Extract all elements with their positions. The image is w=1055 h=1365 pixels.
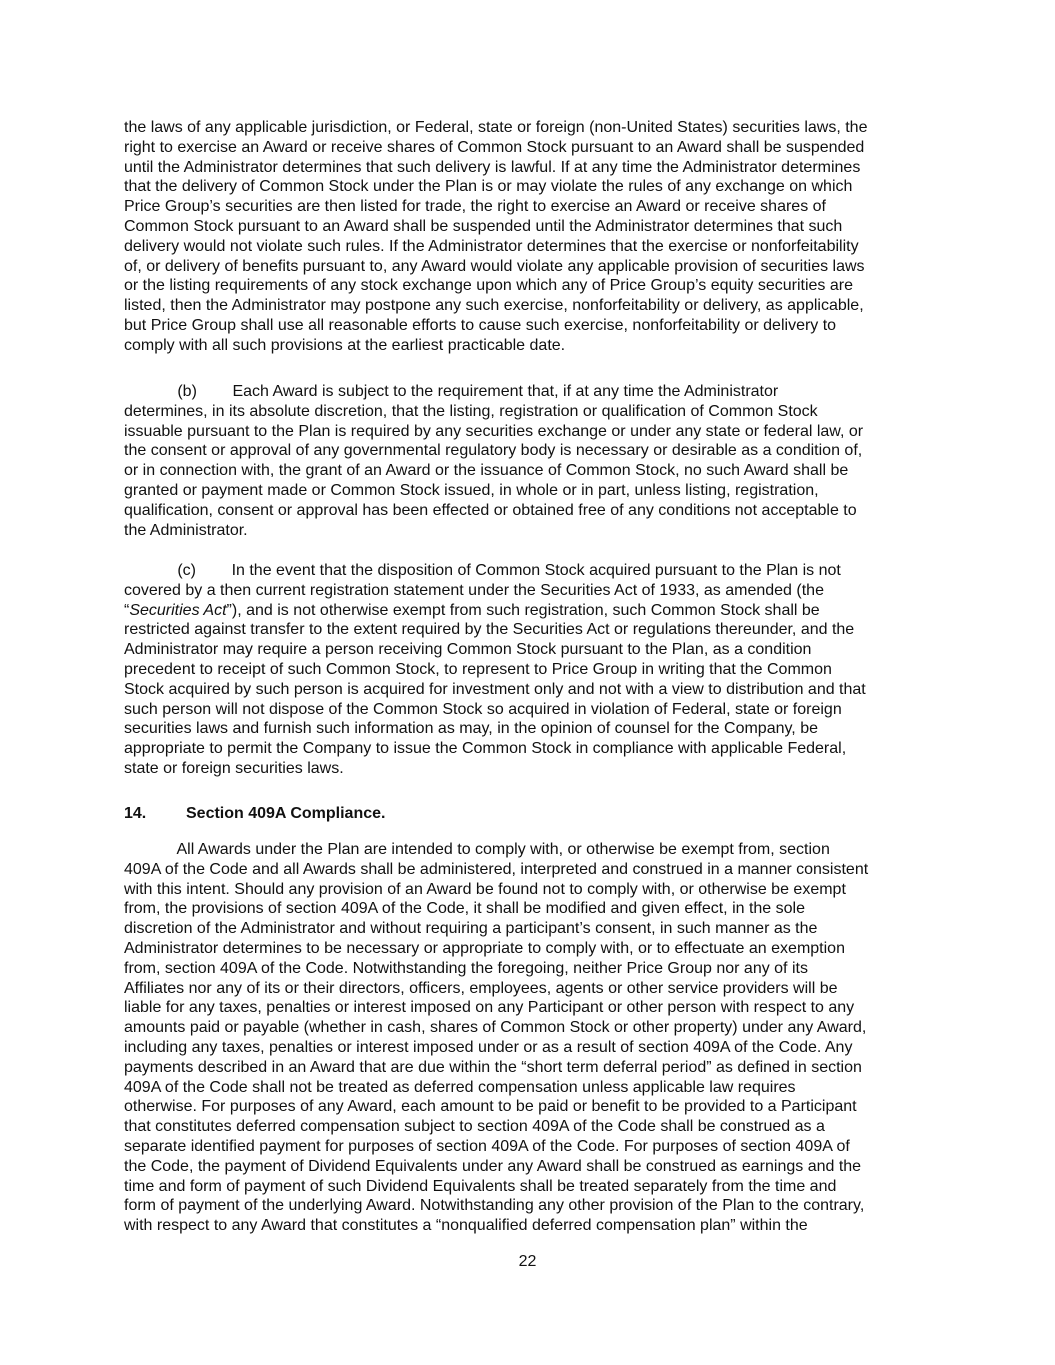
text-line: restricted against transfer to the extent required by the Securities Act or regulations thereunder, and the xyxy=(124,621,855,639)
paragraph-b-listing-registration xyxy=(124,382,934,540)
text-line: Administrator determines to be necessary or appropriate to comply with, or to effectuate an exemption xyxy=(124,939,845,957)
text-line: 409A of the Code and all Awards shall be administered, interpreted and construed in a manner consistent xyxy=(124,860,869,878)
text-line: with respect to any Award that constitutes a “nonqualified deferred compensation plan” within the xyxy=(124,1217,808,1235)
section-heading xyxy=(124,804,385,824)
text-line: or in connection with, the grant of an Award or the issuance of Common Stock, no such Award shall be xyxy=(124,462,849,480)
text-line: that constitutes deferred compensation subject to section 409A of the Code shall be construed as a xyxy=(124,1118,825,1136)
text-line: from, section 409A of the Code. Notwithstanding the foregoing, neither Price Group nor any of its xyxy=(124,959,808,977)
text-line: including any taxes, penalties or interest imposed under or as a result of section 409A of the Code. Any xyxy=(124,1038,853,1056)
text-segment: ”), and is not otherwise exempt from such registration, such Common Stock shall be xyxy=(226,601,820,619)
text-line: the Administrator. xyxy=(124,521,248,539)
text-line: discretion of the Administrator and without requiring a participant’s consent, in such manner as the xyxy=(124,920,818,938)
text-line: comply with all such provisions at the earliest practicable date. xyxy=(124,336,566,354)
text-line: state or foreign securities laws. xyxy=(124,759,344,777)
text-line: the consent or approval of any governmental regulatory body is necessary or desirable as a condition of, xyxy=(124,442,863,460)
text-line: Stock acquired by such person is acquired for investment only and not with a view to distribution and that xyxy=(124,680,866,698)
text-line: such person will not dispose of the Common Stock so acquired in violation of Federal, state or foreign xyxy=(124,700,842,718)
text-line: Price Group’s securities are then listed for trade, the right to exercise an Award or receive shares of xyxy=(124,198,826,216)
section-title: Section 409A Compliance. xyxy=(186,805,386,822)
text-line: issuable pursuant to the Plan is required by any securities exchange or under any state or federal law, or xyxy=(124,422,864,440)
text-line: that the delivery of Common Stock under the Plan is or may violate the rules of any exchange on which xyxy=(124,178,853,196)
section-number: 14. xyxy=(124,805,147,822)
text-line: covered by a then current registration statement under the Securities Act of 1933, as amended (the xyxy=(124,581,824,599)
paragraph-securities-law-suspension xyxy=(124,118,934,356)
text-line: from, the provisions of section 409A of the Code, it shall be modified and given effect, in the sole xyxy=(124,900,805,918)
text-line: but Price Group shall use all reasonable efforts to cause such exercise, nonforfeitability or delivery to xyxy=(124,316,837,334)
text-line: separate identified payment for purposes of section 409A of the Code. For purposes of section 409A of xyxy=(124,1137,850,1155)
text-line: liable for any taxes, penalties or interest imposed on any Participant or other person with respect to any xyxy=(124,999,855,1017)
text-line: payments described in an Award that are due within the “short term deferral period” as defined in section xyxy=(124,1058,862,1076)
text-line: form of payment of the underlying Award. Notwithstanding any other provision of the Plan to the contrary, xyxy=(124,1197,865,1215)
text-line: or the listing requirements of any stock exchange upon which any of Price Group’s equity securities are xyxy=(124,277,853,295)
text-segment: “ xyxy=(124,601,130,619)
page-number: 22 xyxy=(518,1253,537,1270)
text-line: delivery would not violate such rules. If the Administrator determines that the exercise or nonforfeitability xyxy=(124,237,859,255)
text-line: appropriate to permit the Company to issue the Common Stock in compliance with applicable Federal, xyxy=(124,740,847,758)
text-line: otherwise. For purposes of any Award, each amount to be paid or benefit to be provided to a Participant xyxy=(124,1098,857,1116)
paragraph-c-securities-act xyxy=(124,561,934,779)
text-line: amounts paid or payable (whether in cash, shares of Common Stock or other property) under any Award, xyxy=(124,1019,867,1037)
text-line: listed, then the Administrator may postpone any such exercise, nonforfeitability or delivery, as applicable, xyxy=(124,297,864,315)
text-line: of, or delivery of benefits pursuant to, any Award would violate any applicable provision of securities laws xyxy=(124,257,865,275)
text-line: All Awards under the Plan are intended to comply with, or otherwise be exempt from, section xyxy=(124,841,830,858)
text-line: precedent to receipt of such Common Stock, to represent to Price Group in writing that the Common xyxy=(124,660,832,678)
text-line: granted or payment made or Common Stock issued, in whole or in part, unless listing, registration, xyxy=(124,481,819,499)
text-line: (b) Each Award is subject to the requirement that, if at any time the Administrator xyxy=(124,383,779,400)
text-line: securities laws and furnish such information as may, in the opinion of counsel for the Company, be xyxy=(124,720,818,738)
text-line: the Code, the payment of Dividend Equivalents under any Award shall be construed as earnings and the xyxy=(124,1157,862,1175)
text-line: time and form of payment of such Dividend Equivalents shall be treated separately from the time and xyxy=(124,1177,837,1195)
text-line: Affiliates nor any of its or their directors, officers, employees, agents or other service providers will be xyxy=(124,979,838,997)
text-line: the laws of any applicable jurisdiction, or Federal, state or foreign (non-United States) securities laws, the xyxy=(124,119,868,136)
text-line: with this intent. Should any provision of an Award be found not to comply with, or otherwise be exempt xyxy=(124,880,846,898)
text-line xyxy=(124,601,934,621)
text-line: qualification, consent or approval has been effected or obtained free of any conditions not acceptable to xyxy=(124,501,857,519)
text-line: Administrator may require a person receiving Common Stock pursuant to the Plan, as a condition xyxy=(124,641,812,659)
paragraph-409a-compliance xyxy=(124,840,934,1236)
text-line: Common Stock pursuant to an Award shall be suspended until the Administrator determines that such xyxy=(124,217,843,235)
text-line: 409A of the Code shall not be treated as deferred compensation unless applicable law requires xyxy=(124,1078,796,1096)
text-line: (c) In the event that the disposition of Common Stock acquired pursuant to the Plan is not xyxy=(124,562,841,579)
text-line: right to exercise an Award or receive shares of Common Stock pursuant to an Award shall be suspended xyxy=(124,138,865,156)
text-line: determines, in its absolute discretion, that the listing, registration or qualification of Common Stock xyxy=(124,402,818,420)
text-line: until the Administrator determines that such delivery is lawful. If at any time the Administrator determines xyxy=(124,158,861,176)
defined-term: Securities Act xyxy=(129,601,227,619)
